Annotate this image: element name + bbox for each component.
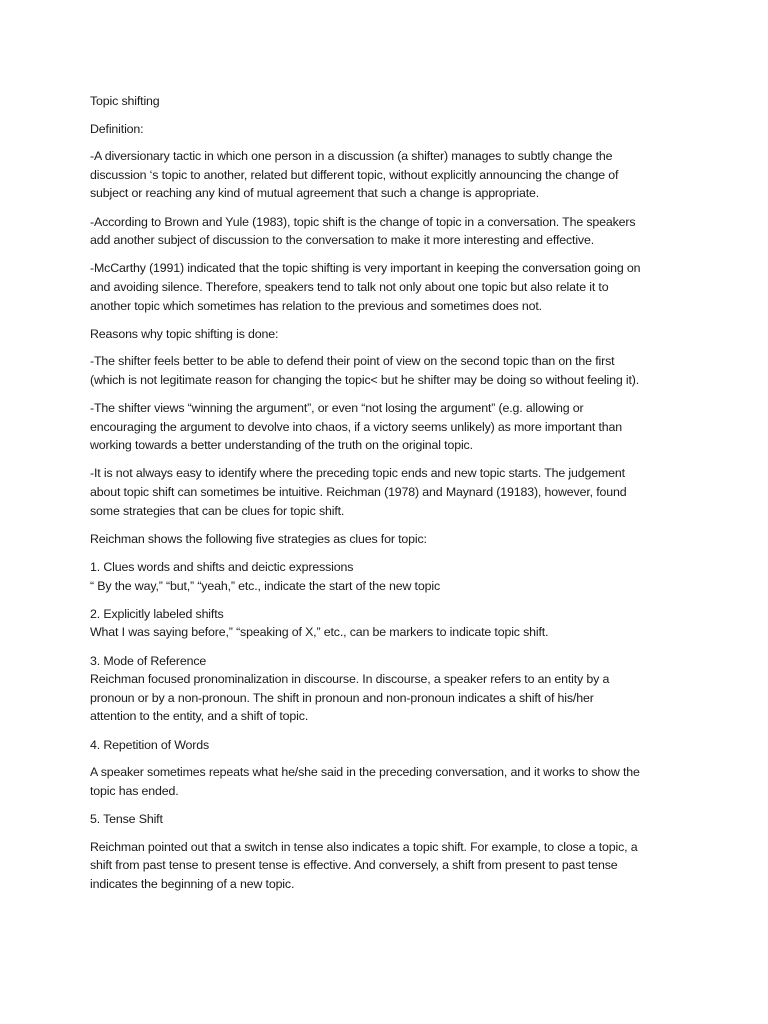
document-page: [90, 92, 690, 903]
reasons-heading: Reasons why topic shifting is done:: [90, 326, 279, 341]
definition-label: Definition:: [90, 121, 144, 136]
strategy-heading: 5. Tense Shift: [90, 811, 163, 826]
strategy-item: 2. Explicitly labeled shifts What I was saying before,” “speaking of X,” etc., can be markers to indicate topic shift.: [90, 605, 690, 642]
strategy-heading: 4. Repetition of Words: [90, 737, 210, 752]
strategy-heading: 3. Mode of Reference: [90, 653, 207, 668]
strategy-item: 1. Clues words and shifts and deictic expressions “ By the way,” “but,” “yeah,” etc., indicate the start of the new topic: [90, 558, 690, 595]
strategy-body: A speaker sometimes repeats what he/she said in the preceding conversation, and it works to show the topic has ended.: [90, 765, 640, 798]
definition-paragraph: -McCarthy (1991) indicated that the topic shifting is very important in keeping the conversation going on and avoiding silence. Therefore, speakers tend to talk not only about one topic but also relate it to another topic which sometimes has relation to the previous and sometimes does not.: [90, 261, 641, 313]
definition-paragraph: -According to Brown and Yule (1983), topic shift is the change of topic in a conversation. The speakers add another subject of discussion to the conversation to make it more interesting and effective.: [90, 214, 636, 248]
definition-paragraph: -A diversionary tactic in which one person in a discussion (a shifter) manages to subtly change the discussion ‘s topic to another, related but different topic, without explicitly announcing the change of subject or reaching any kind of mutual agreement that such a change is appropriate.: [90, 149, 619, 201]
strategy-body: Reichman pointed out that a switch in tense also indicates a topic shift. For example, to close a topic, a shift from past tense to present tense is effective. And conversely, a shift from present to past tense indicates the beginning of a new topic.: [90, 839, 638, 891]
reason-paragraph: -The shifter views “winning the argument”, or even “not losing the argument” (e.g. allowing or encouraging the argument to devolve into chaos, if a victory seems unlikely) as more important than working towards a better understanding of the truth on the original topic.: [90, 401, 622, 453]
strategy-item: 3. Mode of Reference Reichman focused pronominalization in discourse. In discourse, a speaker refers to an entity by a pronoun or by a non-pronoun. The shift in pronoun and non-pronoun indicates a shift of his/her attention to the entity, and a shift of topic.: [90, 652, 690, 726]
strategies-intro: Reichman shows the following five strategies as clues for topic:: [90, 531, 427, 546]
reason-paragraph: -It is not always easy to identify where the preceding topic ends and new topic starts. The judgement about topic shift can sometimes be intuitive. Reichman (1978) and Maynard (19183), however, found some strategies that can be clues for topic shift.: [90, 466, 627, 518]
strategy-heading: 2. Explicitly labeled shifts: [90, 606, 224, 621]
document-title: Topic shifting: [90, 94, 160, 108]
reason-paragraph: -The shifter feels better to be able to defend their point of view on the second topic than on the first (which is not legitimate reason for changing the topic< but he shifter may be doing so without feeling it).: [90, 354, 640, 387]
strategy-heading: 1. Clues words and shifts and deictic expressions: [90, 560, 354, 575]
